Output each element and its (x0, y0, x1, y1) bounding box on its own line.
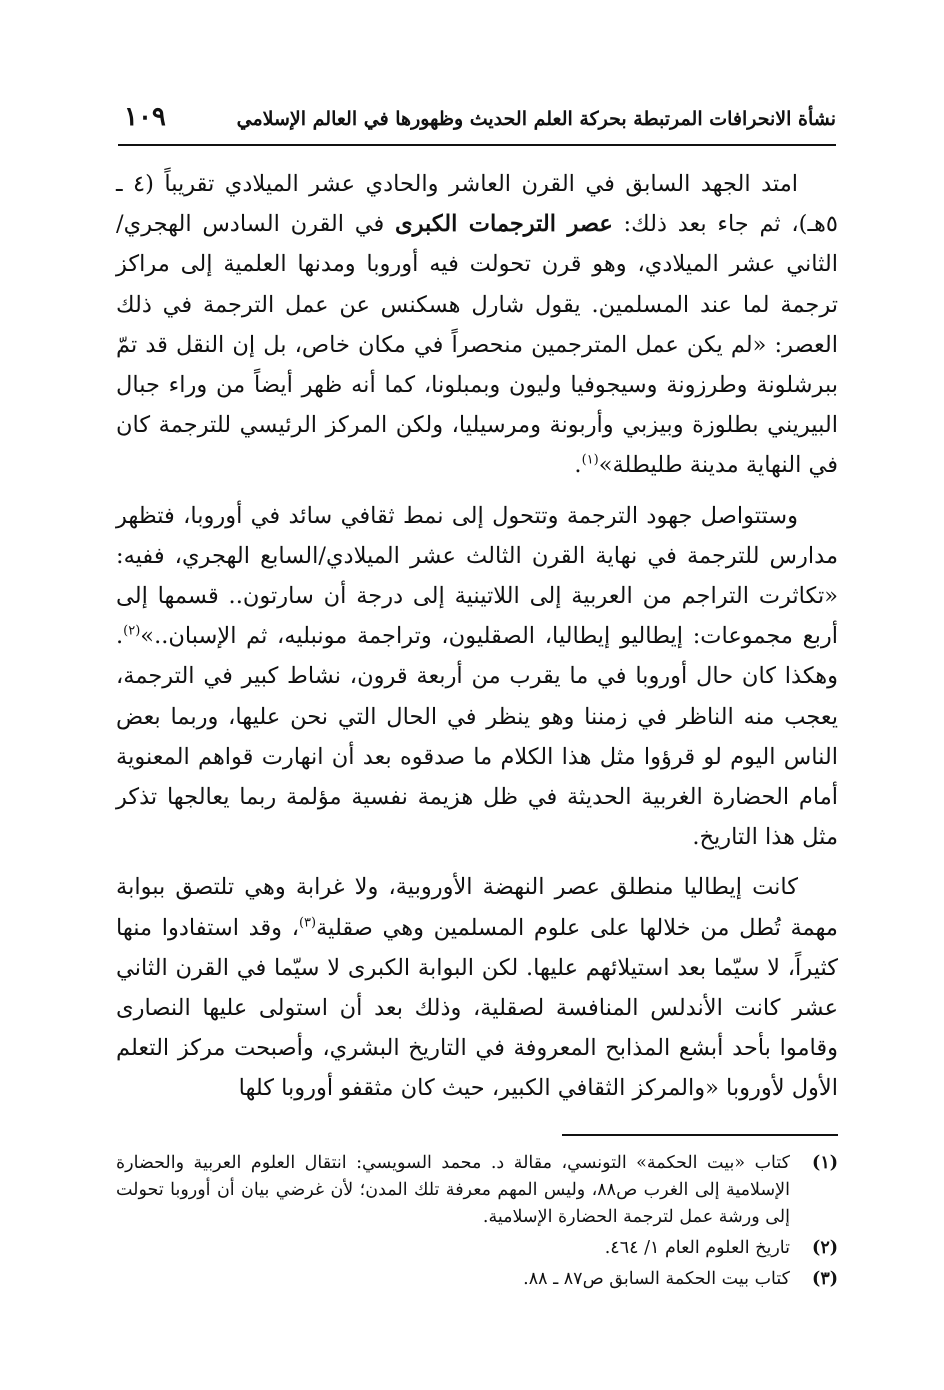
page-header (118, 102, 836, 142)
running-title: نشأة الانحرافات المرتبطة بحركة العلم الحديث وظهورها في العالم الإسلامي (236, 108, 836, 130)
header-divider (118, 144, 836, 146)
footnote-text: كتاب بيت الحكمة السابق ص٨٧ ـ ٨٨. (523, 1269, 790, 1289)
footnote-ref-2: (٢) (123, 623, 141, 639)
footnote (116, 1150, 838, 1231)
footnote-number: (١) (812, 1153, 838, 1173)
footnote-divider (562, 1134, 838, 1136)
paragraph-2: وستتواصل جهود الترجمة وتتحول إلى نمط ثقافي سائد في أوروبا، فتظهر مدارس للترجمة في نهاية القرن الثالث عشر الميلادي/السابع الهجري، ففيه: «تكاثرت التراجم من العربية إلى اللاتينية إلى درجة أن سارتون.. قسمها إلى أربع مجموعات: إيطاليو إيطاليا، الصقليون، وتراجمة مونبليه، ثم الإسبان..»$^{(٢)}$. وهكذا كان حال أوروبا في ما يقرب من أربعة قرون، نشاط كبير في الترجمة، يعجب منه الناظر في زمننا وهو ينظر في الحال التي نحن عليها، وربما بعض الناس اليوم لو قرؤوا مثل هذا الكلام ما صدقوه بعد أن انهارت قواهم المعنوية أمام الحضارة الغربية الحديثة في ظل هزيمة نفسية مؤلمة ربما يعالجها تذكر مثل هذا التاريخ. (116, 502, 838, 851)
footnote (116, 1266, 838, 1293)
bold-phrase: عصر الترجمات الكبرى (395, 211, 613, 238)
footnote-text: كتاب «بيت الحكمة» التونسي، مقالة د. محمد السويسي: انتقال العلوم العربية والحضارة الإسلامية إلى الغرب ص٨٨، وليس المهم معرفة تلك المدن؛ لأن غرضي بيان أن أوروبا تحولت إلى ورشة عمل لترجمة الحضارة الإسلامية. (116, 1153, 790, 1227)
footnote (116, 1235, 838, 1262)
main-text (116, 164, 838, 1119)
footnote-text: تاريخ العلوم العام ١/ ٤٦٤. (604, 1238, 790, 1258)
footnotes (116, 1150, 838, 1297)
footnote-number: (٣) (812, 1269, 838, 1289)
footnote-number: (٢) (812, 1238, 838, 1258)
footnote-ref-3: (٣) (298, 915, 317, 931)
page-number: ١٠٩ (124, 102, 166, 132)
paragraph-1: امتد الجهد السابق في القرن العاشر والحادي عشر الميلادي تقريباً (٤ ـ ٥هـ)، ثم جاء بعد ذلك: عصر الترجمات الكبرى في القرن السادس الهجري/ الثاني عشر الميلادي، وهو قرن تحولت فيه أوروبا ومدنها العلمية إلى مراكز ترجمة لما عند المسلمين. يقول شارل هسكنس عن عمل الترجمة في ذلك العصر: «لم يكن عمل المترجمين منحصراً في مكان خاص، بل إن النقل قد تمّ ببرشلونة وطرزونة وسيجوفيا وليون وبمبلونا، كما أنه ظهر أيضاً من وراء جبال البيريني بطلوزة وبيزبي وأربونة ومرسيليا، ولكن المركز الرئيسي للترجمة كان في النهاية مدينة طليطلة»$^{(١)}$. (116, 171, 839, 479)
paragraph-3: كانت إيطاليا منطلق عصر النهضة الأوروبية، ولا غرابة وهي تلتصق ببوابة مهمة تُطل من خلالها على علوم المسلمين وهي صقلية$^{(٣)}$، وقد استفادوا منها كثيراً، لا سيّما بعد استيلائهم عليها. لكن البوابة الكبرى لا سيّما في القرن الثاني عشر كانت الأندلس المنافسة لصقلية، وذلك بعد أن استولى عليها النصارى وقاموا بأحد أبشع المذابح المعروفة في التاريخ البشري، وأصبحت مركز التعلم الأول لأوروبا «والمركز الثقافي الكبير، حيث كان مثقفو أوروبا كلها (116, 874, 838, 1102)
footnote-ref-1: (١) (581, 452, 599, 468)
